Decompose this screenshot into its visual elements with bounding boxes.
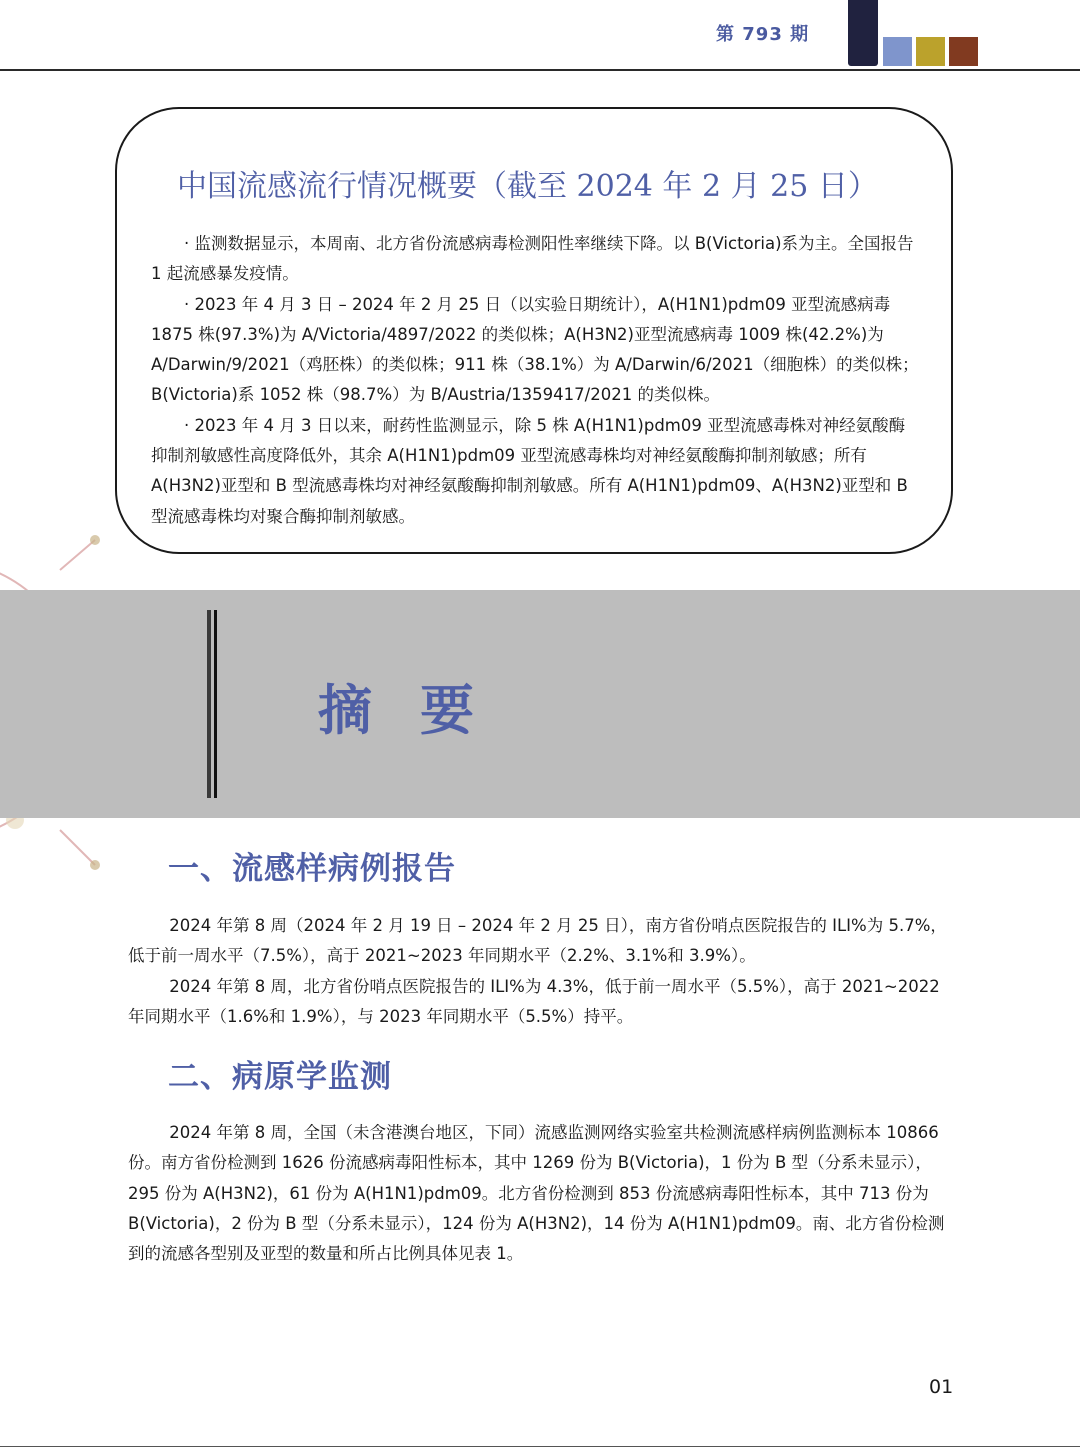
body-paragraph: 2024 年第 8 周（2024 年 2 月 19 日 – 2024 年 2 月 25 日），南方省份哨点医院报告的 ILI%为 5.7%，低于前一周水平（7.5%），高于 2021~2023 年同期水平（2.2%、3.1%和 3.9%）。: [128, 916, 947, 966]
band-bar: [214, 610, 217, 798]
section-heading-pathogen: 二、病原学监测: [168, 1059, 392, 1095]
issue-number: 第 793 期: [716, 24, 810, 45]
body-paragraph: 2024 年第 8 周，全国（未含港澳台地区，下同）流感监测网络实验室共检测流感样病例监测标本 10866 份。南方省份检测到 1626 份流感病毒阳性标本，其中 1269 份为 B(Victoria)，1 份为 B 型（分系未显示），295 份为 A(H3N2)，61 份为 A(H1N1)pdm09。北方省份检测到 853 份流感病毒阳性标本，其中 713 份为 B(Victoria)，2 份为 B 型（分系未显示），124 份为 A(H3N2)，14 份为 A(H1N1)pdm09。南、北方省份检测到的流感各型别及亚型的数量和所占比例具体见表 1。: [128, 1123, 945, 1264]
band-bar: [207, 610, 211, 798]
summary-paragraph: · 2023 年 4 月 3 日 – 2024 年 2 月 25 日（以实验日期统计），A(H1N1)pdm09 亚型流感病毒 1875 株(97.3%)为 A/Victoria/4897/2022 的类似株；A(H3N2)亚型流感病毒 1009 株(42.2%)为 A/Darwin/9/2021（鸡胚株）的类似株；911 株（38.1%）为 A/Darwin/6/2021（细胞株）的类似株；B(Victoria)系 1052 株（98.7%）为 B/Austria/1359417/2021 的类似株。: [151, 294, 919, 405]
body-paragraph: 2024 年第 8 周，北方省份哨点医院报告的 ILI%为 4.3%，低于前一周水平（5.5%），高于 2021~2022 年同期水平（1.6%和 1.9%），与 2023 年同期水平（5.5%）持平。: [128, 976, 940, 1026]
accent-square-brown: [949, 37, 978, 66]
abstract-band: [0, 590, 1080, 818]
summary-paragraph: · 监测数据显示，本周南、北方省份流感病毒检测阳性率继续下降。以 B(Victoria)系为主。全国报告 1 起流感暴发疫情。: [151, 234, 914, 284]
section-body-ili: [128, 911, 954, 1032]
accent-square-blue: [883, 37, 912, 66]
summary-paragraph: · 2023 年 4 月 3 日以来，耐药性监测显示，除 5 株 A(H1N1)pdm09 亚型流感毒株对神经氨酸酶抑制剂敏感性高度降低外，其余 A(H1N1)pdm09 亚型流感毒株均对神经氨酸酶抑制剂敏感；所有 A(H3N2)亚型和 B 型流感毒株均对神经氨酸酶抑制剂敏感。所有 A(H1N1)pdm09、A(H3N2)亚型和 B 型流感毒株均对聚合酶抑制剂敏感。: [151, 415, 908, 526]
section-heading-ili: 一、流感样病例报告: [168, 851, 456, 887]
accent-block-dark: [848, 0, 878, 66]
header-rule: [0, 69, 1080, 71]
abstract-title: 摘要: [318, 679, 522, 742]
accent-square-gold: [916, 37, 945, 66]
summary-title: 中国流感流行情况概要（截至 2024 年 2 月 25 日）: [177, 169, 878, 204]
summary-body: [151, 229, 921, 532]
footer-rule: [0, 1446, 1080, 1447]
summary-box: [115, 107, 953, 554]
section-body-pathogen: [128, 1118, 954, 1269]
page-number: 01: [929, 1376, 954, 1398]
